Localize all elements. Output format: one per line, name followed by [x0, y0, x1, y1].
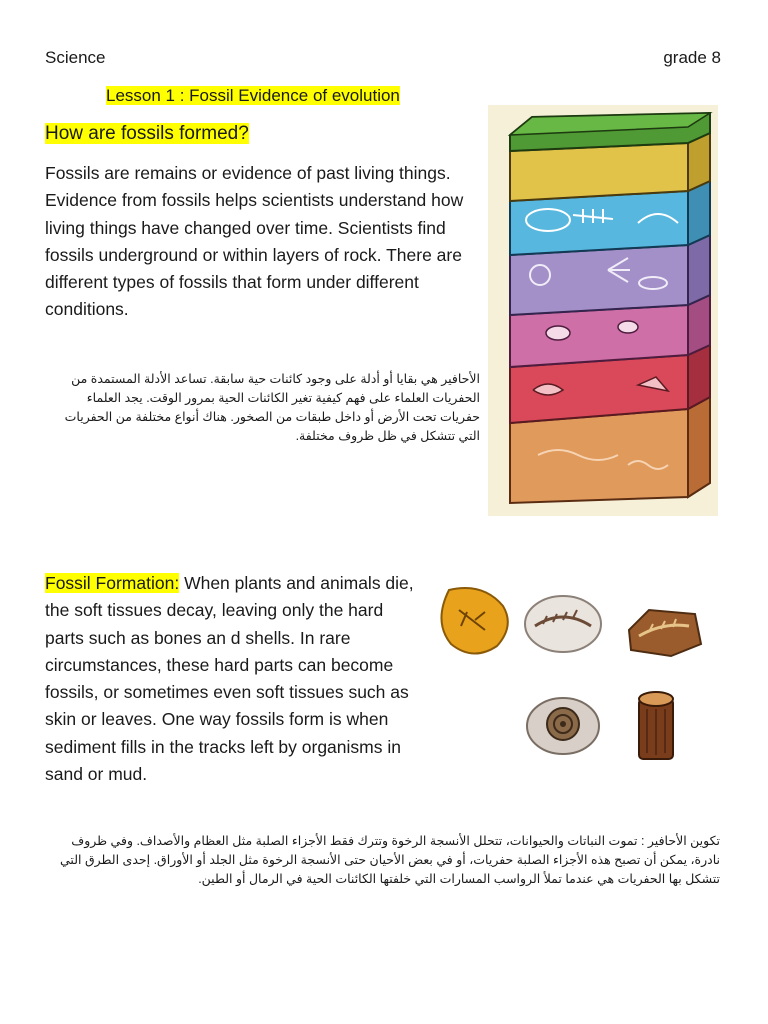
- petrified-wood-image: [627, 685, 707, 765]
- section-question: [45, 123, 249, 145]
- grade-label: grade 8: [663, 48, 721, 67]
- rock-strata-svg: [488, 105, 718, 516]
- ammonite-fossil-image: [523, 690, 603, 770]
- amber-fossil-image: [435, 580, 515, 660]
- leaf-fossil-image: [625, 600, 705, 680]
- intro-arabic: الأحافير هي بقايا أو أدلة على وجود كائنات حية سابقة. تساعد الأدلة المستمدة من الحفريات العلماء على فهم كيفية تغير الكائنات الحية بمرور الوقت. يجد العلماء حفريات تحت الأرض أو داخل طبقات من الصخور. هناك أنواع مختلفة من الحفريات التي تتشكل في ظل ظروف مختلفة.: [64, 372, 480, 443]
- subject-label: Science: [45, 48, 106, 67]
- rock-strata-illustration: [488, 105, 718, 516]
- formation-text: When plants and animals die, the soft tissues decay, leaving only the hard parts such as bones an d shells. In rare circumstances, these hard parts can become fossils, or sometimes even soft tissues such as skin or leaves. One way fossils form is when sediment fills in the tracks left by organisms in sand or mud.: [45, 573, 414, 785]
- formation-arabic: تكوين الأحافير : تموت النباتات والحيوانات، تتحلل الأنسجة الرخوة وتترك فقط الأجزاء الصلبة مثل العظام والأصداف. وفي ظروف نادرة، يمكن أن تصبح هذه الأجزاء الصلبة حفريات، أو في بعض الأحيان حتى الأنسجة الرخوة مثل الجلد أو الأوراق. إحدى الطرق التي تتشكل بها الحفريات هي عندما تملأ الرواسب المسارات التي خلفتها الكائنات الحية في الرمال أو الطين.: [60, 834, 720, 886]
- fern-fossil-image: [523, 590, 603, 670]
- lesson-title: [106, 86, 400, 106]
- section-question-text: How are fossils formed?: [45, 123, 249, 144]
- formation-paragraph: [45, 570, 415, 788]
- lesson-title-text: Lesson 1 : Fossil Evidence of evolution: [106, 86, 400, 105]
- formation-label: Fossil Formation:: [45, 573, 180, 593]
- intro-paragraph: Fossils are remains or evidence of past living things. Evidence from fossils helps scientists understand how living things have changed over time. Scientists find fossils underground or within layers of rock. There are different types of fossils that form under different conditions.: [45, 163, 464, 320]
